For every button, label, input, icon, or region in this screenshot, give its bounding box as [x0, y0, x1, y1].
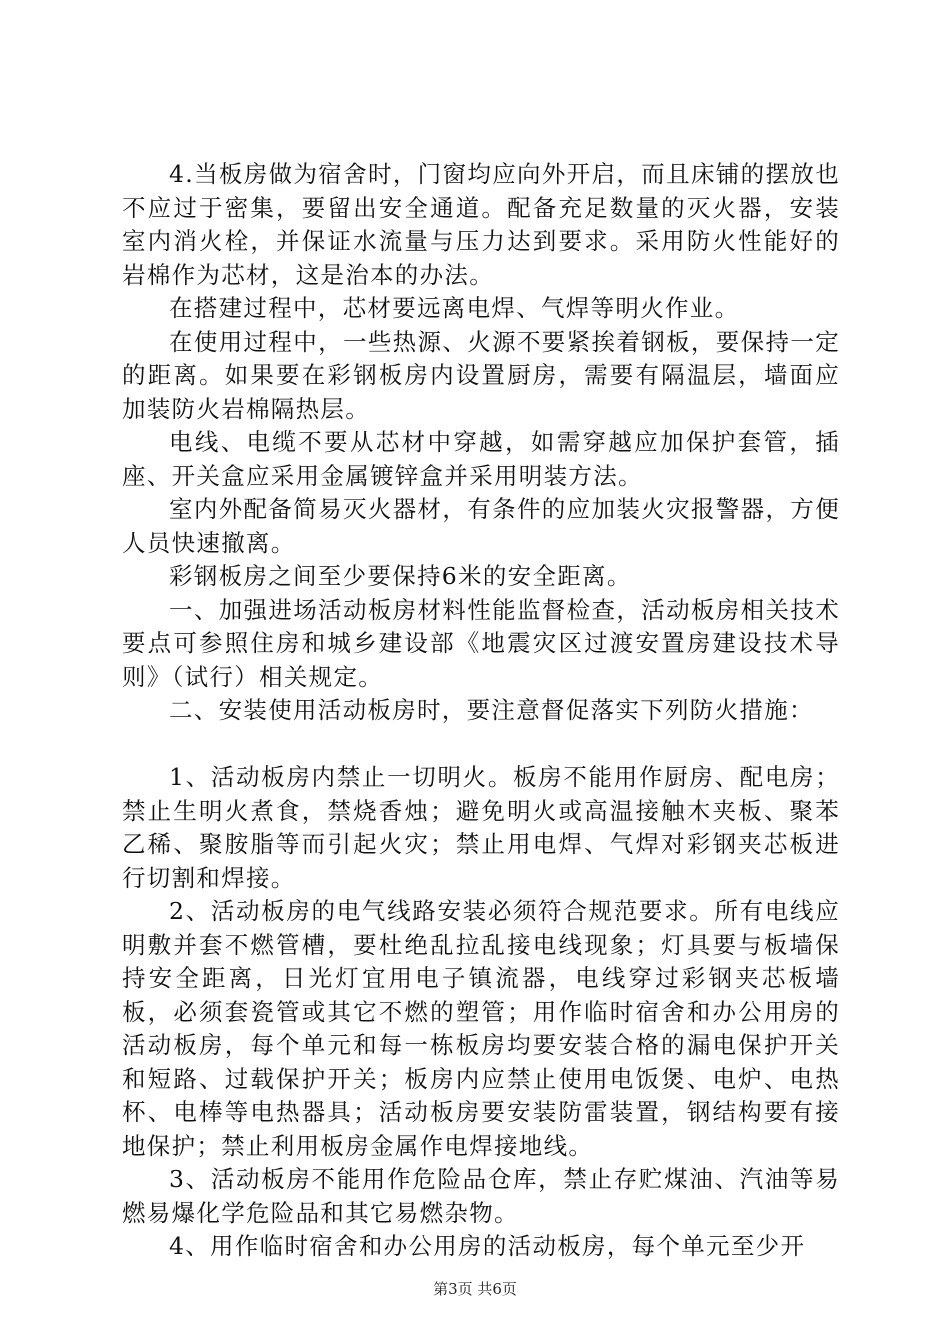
paragraph-dormitory-rules: 4.当板房做为宿舍时，门窗均应向外开启，而且床铺的摆放也不应过于密集，要留出安全通道。配备充足数量的灭火器，安装室内消火栓，并保证水流量与压力达到要求。采用防火性能好的岩棉作为芯材，这是治本的办法。	[122, 160, 840, 289]
paragraph-item-3: 3、活动板房不能用作危险品仓库，禁止存贮煤油、汽油等易燃易爆化学危险品和其它易燃杂物。	[122, 1165, 840, 1227]
paragraph-wiring-rules: 电线、电缆不要从芯材中穿越，如需穿越应加保护套管，插座、开关盒应采用金属镀锌盒并采用明装方法。	[122, 428, 840, 490]
paragraph-item-4: 4、用作临时宿舍和办公用房的活动板房，每个单元至少开	[169, 1232, 806, 1260]
page-number-label: 第3页 共6页	[433, 1280, 517, 1298]
paragraph-construction-safety: 在搭建过程中，芯材要远离电焊、气焊等明火作业。	[169, 294, 740, 322]
paragraph-section-two: 二、安装使用活动板房时，要注意督促落实下列防火措施：	[169, 696, 814, 724]
document-body	[122, 158, 840, 1264]
paragraph-section-one: 一、加强进场活动板房材料性能监督检查，活动板房相关技术要点可参照住房和城乡建设部《地震灾区过渡安置房建设技术导则》（试行）相关规定。	[122, 595, 840, 691]
paragraph-heat-source-distance: 在使用过程中，一些热源、火源不要紧挨着钢板，要保持一定的距离。如果要在彩钢板房内设置厨房，需要有隔温层，墙面应加装防火岩棉隔热层。	[122, 327, 840, 423]
paragraph-item-1: 1、活动板房内禁止一切明火。板房不能用作厨房、配电房；禁止生明火煮食，禁烧香烛；避免明火或高温接触木夹板、聚苯乙稀、聚胺脂等而引起火灾；禁止用电焊、气焊对彩钢夹芯板进行切割和焊接。	[122, 763, 840, 892]
page-footer	[0, 1279, 950, 1299]
paragraph-safety-distance: 彩钢板房之间至少要保持6米的安全距离。	[169, 562, 632, 590]
paragraph-item-2: 2、活动板房的电气线路安装必须符合规范要求。所有电线应明敷并套不燃管槽，要杜绝乱拉乱接电线现象；灯具要与板墙保持安全距离，日光灯宜用电子镇流器，电线穿过彩钢夹芯板墙板，必须套瓷管或其它不燃的塑管；用作临时宿舍和办公用房的活动板房，每个单元和每一栋板房均要安装合格的漏电保护开关和短路、过载保护开关；板房内应禁止使用电饭煲、电炉、电热杯、电棒等电热器具；活动板房要安装防雷装置，钢结构要有接地保护；禁止利用板房金属作电焊接地线。	[122, 897, 840, 1160]
paragraph-fire-equipment: 室内外配备简易灭火器材，有条件的应加装火灾报警器，方便人员快速撤离。	[122, 495, 840, 557]
